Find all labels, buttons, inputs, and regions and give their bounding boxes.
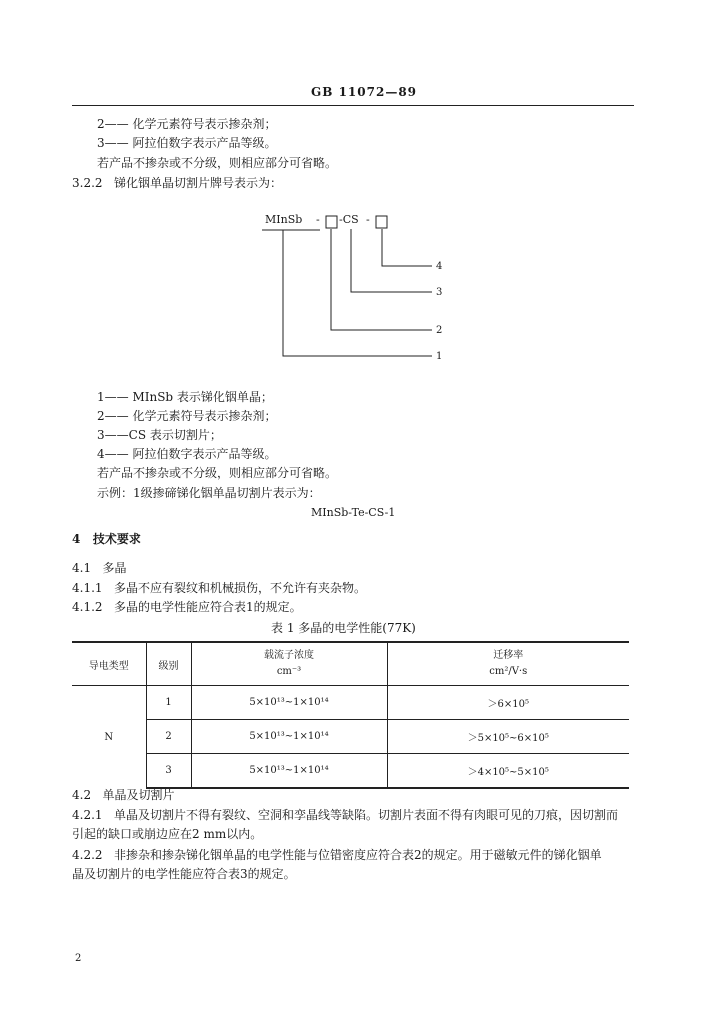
legend-line-5: 若产品不掺杂或不分级，则相应部分可省略。 xyxy=(97,466,338,480)
section-4-1-1 xyxy=(72,580,366,596)
electrical-properties-table xyxy=(72,641,629,789)
cell-concentration: 5×10¹³~1×10¹⁴ xyxy=(191,686,387,720)
intro-line-3: 若产品不掺杂或不分级，则相应部分可省略。 xyxy=(97,156,338,170)
callout-label-4: 4 xyxy=(436,261,443,272)
cell-conduction-type: N xyxy=(104,731,114,743)
section-text: 多晶不应有裂纹和机械损伤，不允许有夹杂物。 xyxy=(114,581,367,595)
code-part-dash-1: - xyxy=(316,213,320,226)
code-box-2 xyxy=(376,216,387,228)
section-text: 单晶及切割片不得有裂纹、空洞和孪晶线等缺陷。切割片表面不得有肉眼可见的刀痕，因切割而 xyxy=(114,808,619,822)
table-row xyxy=(72,754,629,789)
callout-line-1 xyxy=(283,230,432,356)
section-4-1-2 xyxy=(72,599,302,615)
callout-label-1: 1 xyxy=(436,351,443,362)
section-text: 锑化铟单晶切割片牌号表示为： xyxy=(114,176,283,190)
section-number: 4.2.2 xyxy=(72,848,103,862)
legend-line-3: 3——CS 表示切割片； xyxy=(97,428,222,442)
cell-concentration: 5×10¹³~1×10¹⁴ xyxy=(191,754,387,789)
header-mobility xyxy=(387,642,629,686)
section-4-heading xyxy=(72,531,141,547)
section-text: 多晶的电学性能应符合表1的规定。 xyxy=(114,600,302,614)
legend-line-6: 示例：1级掺碲锑化铟单晶切割片表示为： xyxy=(97,486,321,500)
code-box-1 xyxy=(326,216,337,228)
cell-grade: 3 xyxy=(146,754,191,789)
cell-mobility: ＞5×10⁵~6×10⁵ xyxy=(387,720,629,754)
section-number: 4.1.2 xyxy=(72,600,103,614)
section-title: 技术要求 xyxy=(92,532,141,546)
legend-line-1: 1—— MInSb 表示锑化铟单晶； xyxy=(97,390,273,404)
section-4-2-1-continued: 引起的缺口或崩边应在2 mm以内。 xyxy=(72,827,263,841)
example-code: MInSb-Te-CS-1 xyxy=(311,506,396,519)
header-grade: 级别 xyxy=(146,642,191,686)
cell-grade: 2 xyxy=(146,720,191,754)
section-title: 单晶及切割片 xyxy=(102,788,175,802)
cell-grade: 1 xyxy=(146,686,191,720)
callout-label-3: 3 xyxy=(436,287,443,298)
callout-line-3 xyxy=(351,229,432,292)
header-unit: cm²/V·s xyxy=(489,666,528,677)
table-caption: 表 1 多晶的电学性能(77K) xyxy=(271,621,416,635)
callout-label-2: 2 xyxy=(436,325,443,336)
section-4-2-2-continued: 晶及切割片的电学性能应符合表3的规定。 xyxy=(72,867,296,881)
section-number: 3.2.2 xyxy=(72,176,103,190)
table-row xyxy=(72,686,629,720)
cell-concentration: 5×10¹³~1×10¹⁴ xyxy=(191,720,387,754)
code-part-dash-2: - xyxy=(366,213,370,226)
intro-line-1: 2—— 化学元素符号表示掺杂剂； xyxy=(97,117,277,131)
header-label: 载流子浓度 xyxy=(264,650,314,661)
section-number: 4.1 xyxy=(72,561,92,575)
document-code: GB 11072—89 xyxy=(311,85,418,99)
section-4-1 xyxy=(72,560,127,576)
code-part-cs: -CS xyxy=(339,213,359,226)
section-text: 非掺杂和掺杂锑化铟单晶的电学性能与位错密度应符合表2的规定。用于磁敏元件的锑化铟单 xyxy=(114,848,602,862)
page-number: 2 xyxy=(75,953,82,964)
section-4-2 xyxy=(72,787,175,803)
section-number: 4 xyxy=(72,532,81,546)
table-header-row xyxy=(72,642,629,686)
code-part-minsb: MInSb xyxy=(265,213,303,226)
legend-line-2: 2—— 化学元素符号表示掺杂剂； xyxy=(97,409,277,423)
section-number: 4.1.1 xyxy=(72,581,103,595)
section-4-2-2 xyxy=(72,847,602,863)
section-number: 4.2.1 xyxy=(72,808,103,822)
header-label: 迁移率 xyxy=(493,650,524,661)
header-conduction-type: 导电类型 xyxy=(72,642,146,686)
header-carrier-concentration xyxy=(191,642,387,686)
header-unit: cm⁻³ xyxy=(276,666,302,677)
intro-line-2: 3—— 阿拉伯数字表示产品等级。 xyxy=(97,136,277,150)
legend-line-4: 4—— 阿拉伯数字表示产品等级。 xyxy=(97,447,277,461)
section-number: 4.2 xyxy=(72,788,92,802)
cell-mobility: ＞4×10⁵~5×10⁵ xyxy=(387,754,629,789)
section-4-2-1 xyxy=(72,807,618,823)
section-title: 多晶 xyxy=(102,561,127,575)
cell-mobility: ＞6×10⁵ xyxy=(387,686,629,720)
callout-line-4 xyxy=(382,229,432,266)
table-row xyxy=(72,720,629,754)
